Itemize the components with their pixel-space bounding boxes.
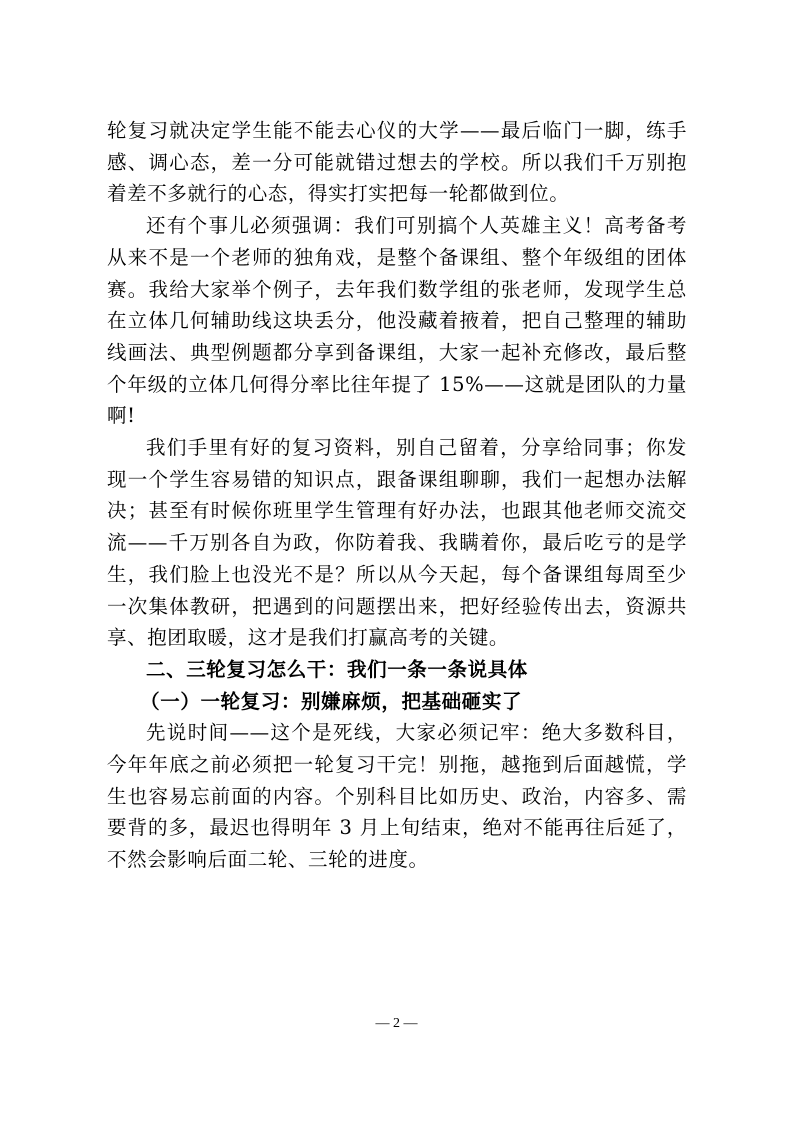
paragraph-teamwork: 还有个事儿必须强调：我们可别搞个人英雄主义！高考备考从来不是一个老师的独角戏，是整个备课组、整个年级组的团体赛。我给大家举个例子，去年我们数学组的张老师，发现学生总在立体几何辅助线这块丢分，他没藏着掖着，把自己整理的辅助线画法、典型例题都分享到备课组，大家一起补充修改，最后整个年级的立体几何得分率比往年提了 15%——这就是团队的力量啊!: [107, 214, 687, 428]
subsection-heading: （一）一轮复习：别嫌麻烦，把基础砸实了: [140, 689, 523, 713]
section-heading: 二、三轮复习怎么干：我们一条一条说具体: [146, 657, 528, 681]
paragraph-sharing: 我们手里有好的复习资料，别自己留着，分享给同事；你发现一个学生容易错的知识点，跟备课组聊聊，我们一起想办法解决；甚至有时候你班里学生管理有好办法，也跟其他老师交流交流——千万别各自为政，你防着我、我瞒着你，最后吃亏的是学生，我们脸上也没光不是？所以从今天起，每个备课组每周至少一次集体教研，把遇到的问题摆出来，把好经验传出去，资源共享、抱团取暖，这才是我们打赢高考的关键。: [107, 436, 687, 650]
paragraph-timeline: 先说时间——这个是死线，大家必须记牢：绝大多数科目，今年年底之前必须把一轮复习干完！别拖，越拖到后面越慌，学生也容易忘前面的内容。个别科目比如历史、政治，内容多、需要背的多，最迟也得明年 3 月上旬结束，绝对不能再往后延了，不然会影响后面二轮、三轮的进度。: [107, 721, 687, 872]
page-number: — 2 —: [375, 1016, 418, 1031]
document-body: [107, 115, 687, 876]
paragraph-continuation: 轮复习就决定学生能不能去心仪的大学——最后临门一脚，练手感、调心态，差一分可能就错过想去的学校。所以我们千万别抱着差不多就行的心态，得实打实把每一轮都做到位。: [107, 119, 687, 206]
